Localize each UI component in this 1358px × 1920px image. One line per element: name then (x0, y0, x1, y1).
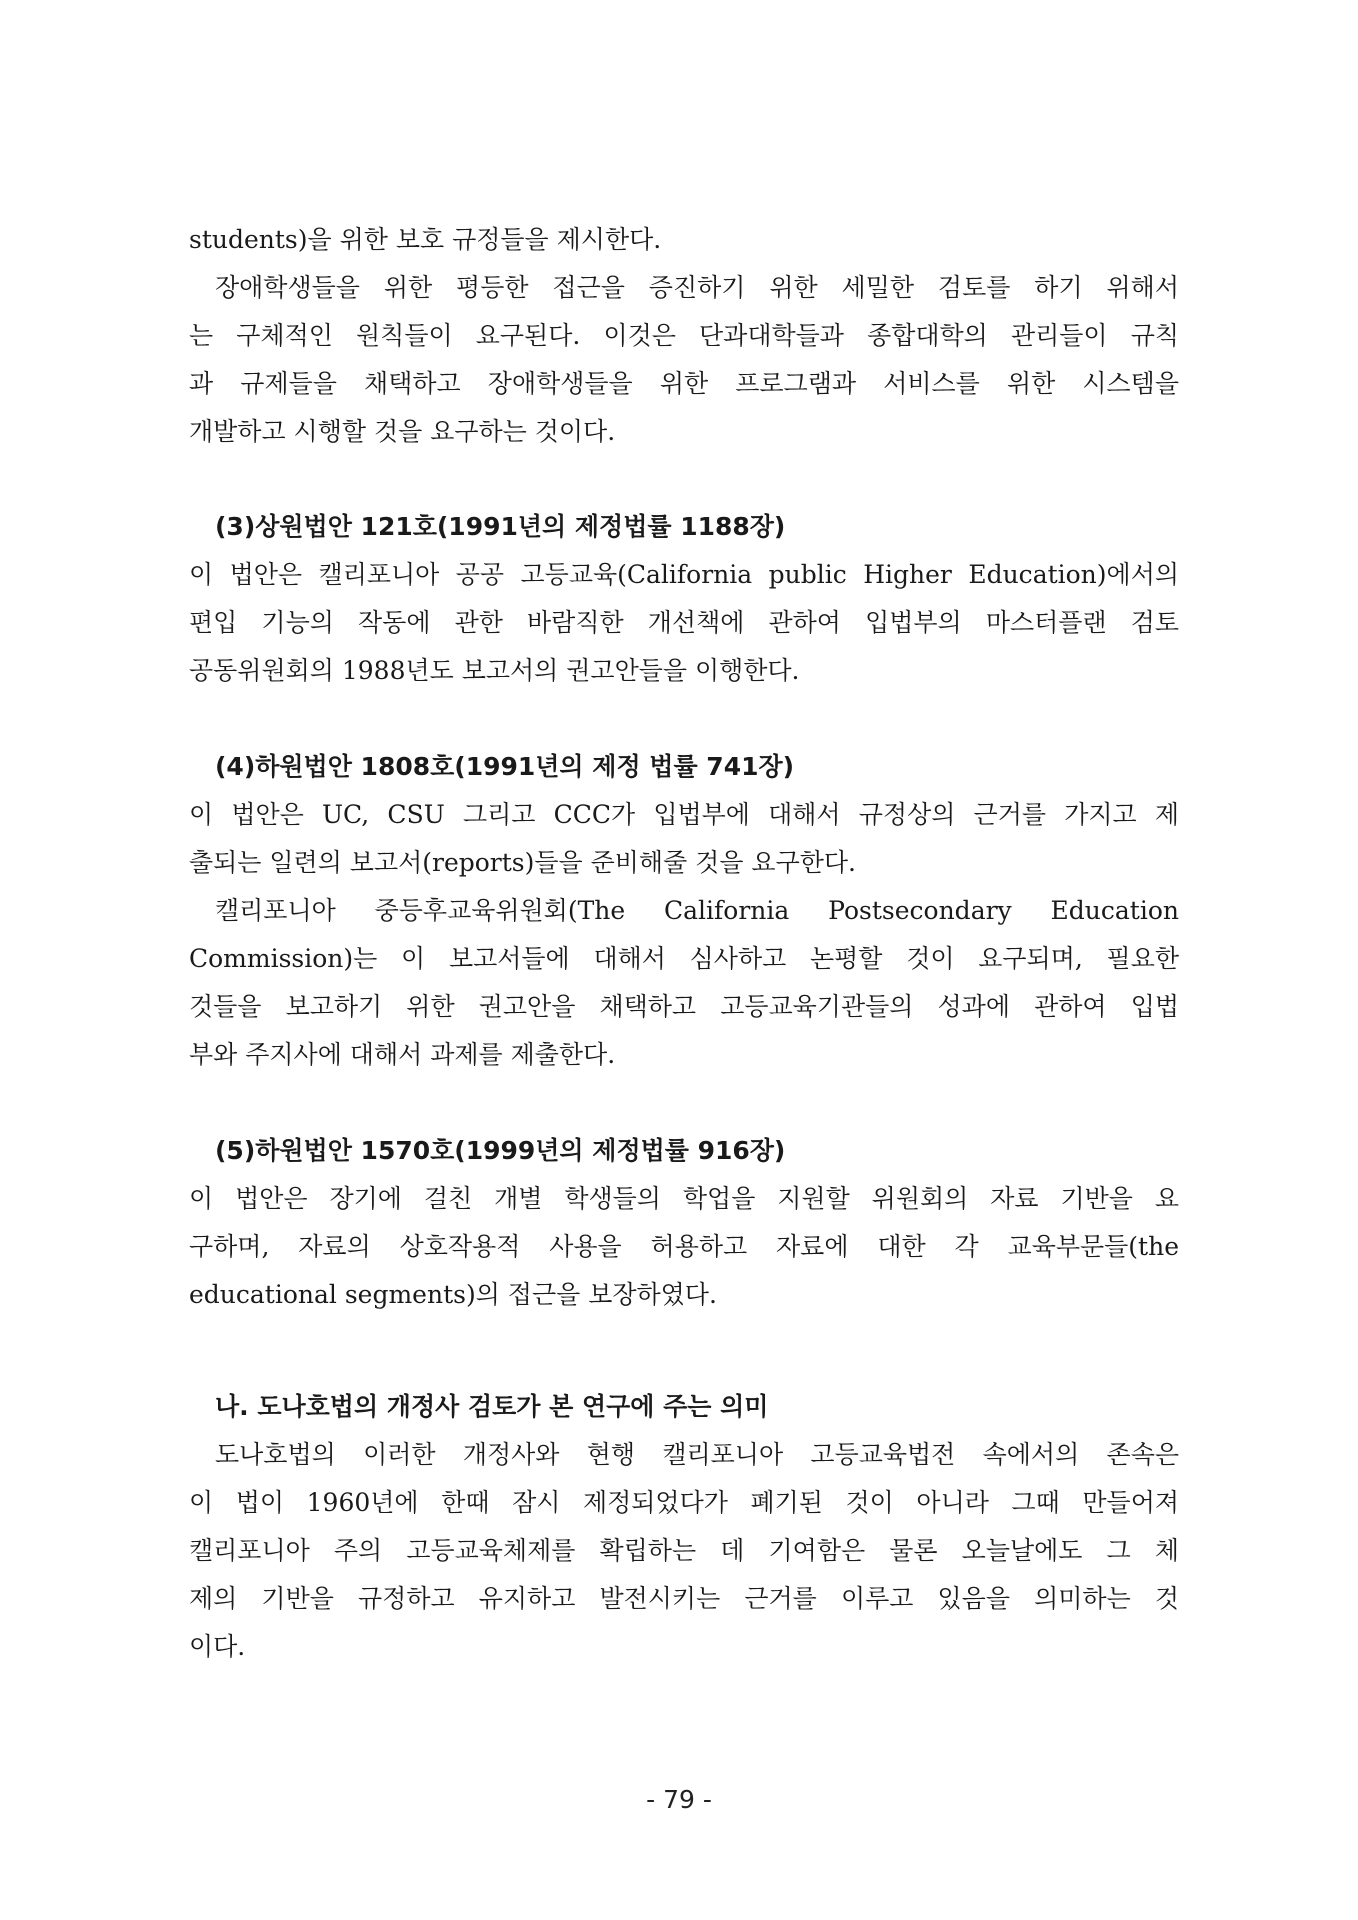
text-line: 이 법안은 캘리포니아 공공 고등교육(California public Higher Education)에서의 (189, 560, 1179, 589)
text-line: 부와 주지사에 대해서 과제를 제출한다. (189, 1040, 616, 1069)
section-heading: (5)하원법안 1570호(1999년의 제정법률 916장) (215, 1136, 786, 1165)
text-line: 개발하고 시행할 것을 요구하는 것이다. (189, 417, 616, 446)
text-line: 구하며, 자료의 상호작용적 사용을 허용하고 자료에 대한 각 교육부문들(the (189, 1232, 1179, 1261)
text-line: 것들을 보고하기 위한 권고안을 채택하고 고등교육기관들의 성과에 관하여 입법 (189, 992, 1179, 1021)
text-line: 이 법이 1960년에 한때 잠시 제정되었다가 폐기된 것이 아니라 그때 만들어져 (189, 1488, 1179, 1517)
text-line: 이 법안은 장기에 걸친 개별 학생들의 학업을 지원할 위원회의 자료 기반을 요 (189, 1184, 1179, 1213)
text-line: educational segments)의 접근을 보장하였다. (189, 1280, 717, 1309)
text-line: students)을 위한 보호 규정들을 제시한다. (189, 225, 662, 254)
text-line: 과 규제들을 채택하고 장애학생들을 위한 프로그램과 서비스를 위한 시스템을 (189, 369, 1179, 398)
text-line: 편입 기능의 작동에 관한 바람직한 개선책에 관하여 입법부의 마스터플랜 검토 (189, 608, 1179, 637)
intro-paragraph (189, 216, 1179, 456)
section-heading: (3)상원법안 121호(1991년의 제정법률 1188장) (215, 512, 786, 541)
text-line: 는 구체적인 원칙들이 요구된다. 이것은 단과대학들과 종합대학의 관리들이 규칙 (189, 321, 1179, 350)
section-heading: (4)하원법안 1808호(1991년의 제정 법률 741장) (215, 752, 795, 781)
text-line: 제의 기반을 규정하고 유지하고 발전시키는 근거를 이루고 있음을 의미하는 것 (189, 1584, 1179, 1613)
section-heading: 나. 도나호법의 개정사 검토가 본 연구에 주는 의미 (215, 1392, 769, 1421)
text-line: 캘리포니아 주의 고등교육체제를 확립하는 데 기여함은 물론 오늘날에도 그 체 (189, 1536, 1179, 1565)
text-line: 장애학생들을 위한 평등한 접근을 증진하기 위한 세밀한 검토를 하기 위해서 (215, 273, 1179, 302)
text-line: 출되는 일련의 보고서(reports)들을 준비해줄 것을 요구한다. (189, 848, 856, 877)
text-line: 이 법안은 UC, CSU 그리고 CCC가 입법부에 대해서 규정상의 근거를 가지고 제 (189, 800, 1179, 829)
text-line: 이다. (189, 1632, 246, 1661)
section-5 (189, 1127, 1179, 1319)
text-line: 도나호법의 이러한 개정사와 현행 캘리포니아 고등교육법전 속에서의 존속은 (215, 1440, 1179, 1469)
section-3 (189, 503, 1179, 695)
section-na (189, 1383, 1179, 1671)
page-number: - 79 - (646, 1785, 712, 1814)
text-line: 캘리포니아 중등후교육위원회(The California Postsecondary Education (215, 896, 1179, 925)
text-line: 공동위원회의 1988년도 보고서의 권고안들을 이행한다. (189, 656, 800, 685)
text-line: Commission)는 이 보고서들에 대해서 심사하고 논평할 것이 요구되며, 필요한 (189, 944, 1179, 973)
section-4 (189, 743, 1179, 1079)
